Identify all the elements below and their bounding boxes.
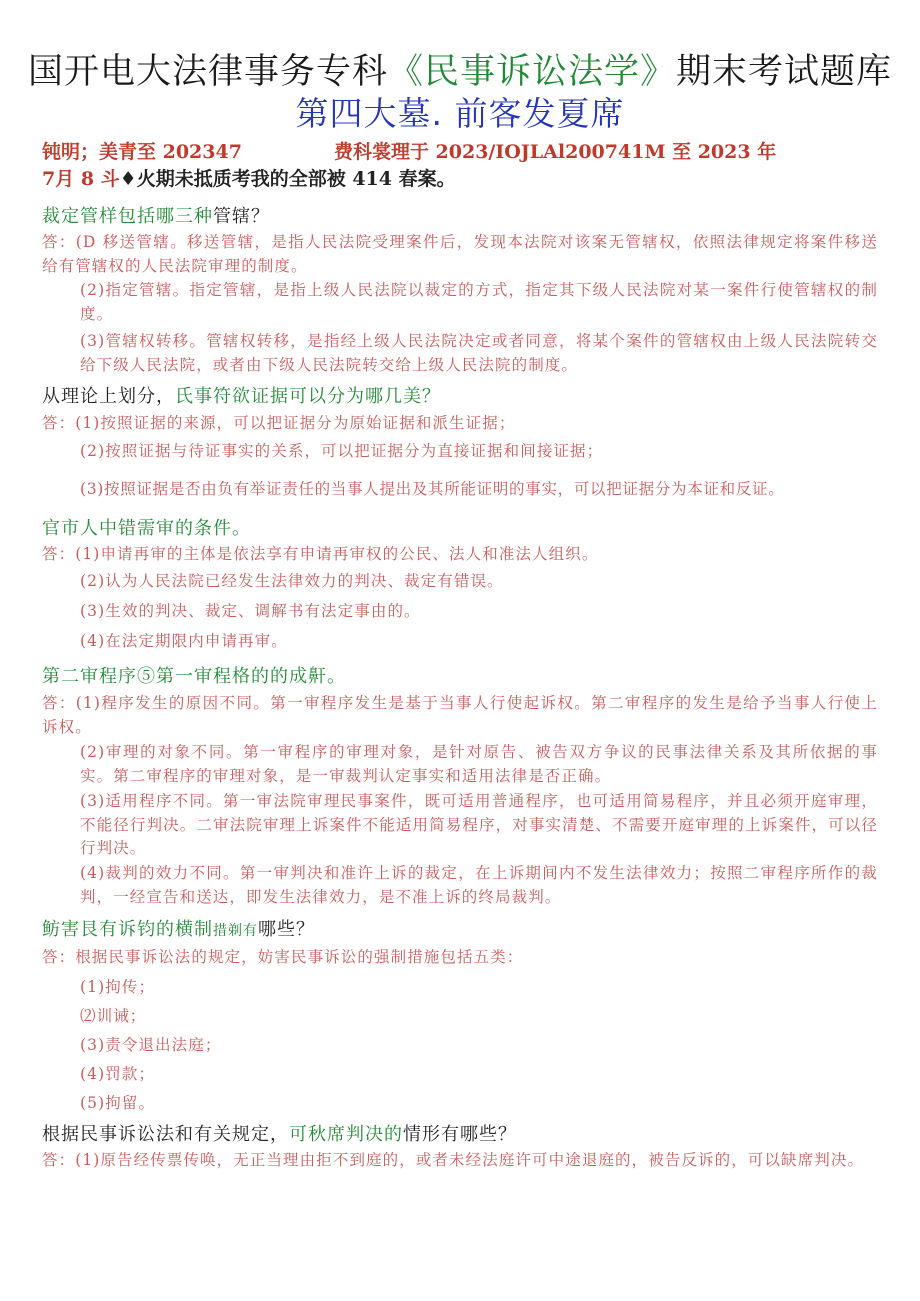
question-6-black: 根据民事诉讼法和有关规定， xyxy=(42,1124,289,1145)
title-part-1: 国开电大法律事务专科 xyxy=(27,52,388,92)
question-2 xyxy=(42,382,441,408)
page-subtitle: 第四大墓. 前客发夏席 xyxy=(295,94,625,133)
title-part-3: 期末考试题库 xyxy=(676,52,893,92)
answer-5-2: ⑵训诫； xyxy=(80,1007,147,1025)
answer-5-4: (4)罚款； xyxy=(80,1065,156,1083)
question-2-black: 从理论上划分， xyxy=(42,386,175,407)
answer-5-5: (5)拘留。 xyxy=(80,1094,156,1112)
answer-3-2: (2)认为人民法院已经发生法律效力的判决、裁定有错误。 xyxy=(80,572,504,590)
note-line-2a: 7月 8 斗 xyxy=(42,168,120,190)
question-5-black: 哪些？ xyxy=(258,919,315,940)
answer-3-1: 答：(1)申请再审的主体是依法享有申请再审权的公民、法人和准法人组织。 xyxy=(42,545,599,563)
answer-5-3: (3)责令退出法庭； xyxy=(80,1036,222,1054)
answer-2-2: (2)按照证据与待证事实的关系，可以把证据分为直接证据和间接证据； xyxy=(80,442,604,460)
answer-3-4: (4)在法定期限内申请再审。 xyxy=(80,632,288,650)
answer-4-1: 答：(1)程序发生的原因不同。第一审程序发生是基于当事人行使起诉权。第二审程序的发生是给予当事人行使上诉权。 xyxy=(42,694,878,736)
question-5 xyxy=(42,915,315,941)
answer-2-3: (3)按照证据是否由负有举证责任的当事人提出及其所能证明的事实，可以把证据分为本证和反证。 xyxy=(80,480,785,498)
question-3-green: 官市人中错需审的条件。 xyxy=(42,518,251,539)
answer-1-3: (3)管辖权转移。管辖权转移，是指经上级人民法院决定或者同意，将某个案件的管辖权由上级人民法院转交给下级人民法院，或者由下级人民法院转交给上级人民法院的制度。 xyxy=(80,332,878,374)
note-line-2 xyxy=(42,164,456,191)
answer-6-1: 答：(1)原告经传票传唤，无正当理由拒不到庭的，或者未经法庭许可中途退庭的，被告反诉的，可以缺席判决。 xyxy=(42,1151,865,1169)
question-3 xyxy=(42,514,251,540)
answer-4-2: (2)审理的对象不同。第一审程序的审理对象，是针对原告、被告双方争议的民事法律关系及其所依据的事实。第二审程序的审理对象，是一审裁判认定事实和适用法律是否正确。 xyxy=(80,743,878,785)
question-1-green: 裁定管样包括哪三种 xyxy=(42,206,213,227)
page-title xyxy=(0,44,920,94)
note-line-1a: 钝明；美青至 202347 xyxy=(42,141,242,163)
answer-4-4: (4)裁判的效力不同。第一审判决和准许上诉的裁定，在上诉期间内不发生法律效力；按照二审程序所作的裁判，一经宣告和送达，即发生法律效力，是不准上诉的终局裁判。 xyxy=(80,864,878,906)
question-5-green: 鲂害艮有诉钧的横制 xyxy=(42,919,213,940)
note-line-1 xyxy=(42,137,776,164)
question-6 xyxy=(42,1120,517,1146)
answer-1-2: (2)指定管辖。指定管辖，是指上级人民法院以裁定的方式，指定其下级人民法院对某一案件行使管辖权的制度。 xyxy=(80,281,878,323)
note-line-2b: ♦火期未抵质考我的全部被 414 春案。 xyxy=(119,168,456,190)
question-2-green: 氏事符欲证据可以分为哪几美？ xyxy=(175,386,441,407)
question-4-green: 第二审程序⑤第一审程格的的成鼾。 xyxy=(42,666,346,687)
answer-2-1: 答：(1)按照证据的来源，可以把证据分为原始证据和派生证据； xyxy=(42,414,516,432)
question-6-green: 可秋席判决的 xyxy=(289,1124,403,1145)
answer-3-3: (3)生效的判决、裁定、调解书有法定事由的。 xyxy=(80,602,421,620)
question-5-green-small: 措剃有 xyxy=(213,923,258,939)
question-4 xyxy=(42,662,346,688)
question-6-black-2: 情形有哪些？ xyxy=(403,1124,517,1145)
answer-5-1: (1)拘传； xyxy=(80,978,156,996)
question-1-black: 管辖？ xyxy=(213,206,270,227)
title-part-2: 《民事诉讼法学》 xyxy=(387,52,676,92)
answer-5-0: 答：根据民事诉讼法的规定，妨害民事诉讼的强制措施包括五类： xyxy=(42,948,524,966)
question-1 xyxy=(42,202,270,228)
note-line-1b: 费科裳理于 2023/IOJLAl200741M 至 2023 年 xyxy=(333,141,777,163)
answer-1-1: 答：(D 移送管辖。移送管辖，是指人民法院受理案件后，发现本法院对该案无管辖权，依照法律规定将案件移送给有管辖权的人民法院审理的制度。 xyxy=(42,233,878,275)
answer-4-3: (3)适用程序不同。第一审法院审理民事案件，既可适用普通程序，也可适用简易程序，并且必须开庭审理，不能径行判决。二审法院审理上诉案件不能适用简易程序，对事实清楚、不需要开庭审理的上诉案件，可以径行判决。 xyxy=(80,792,878,857)
